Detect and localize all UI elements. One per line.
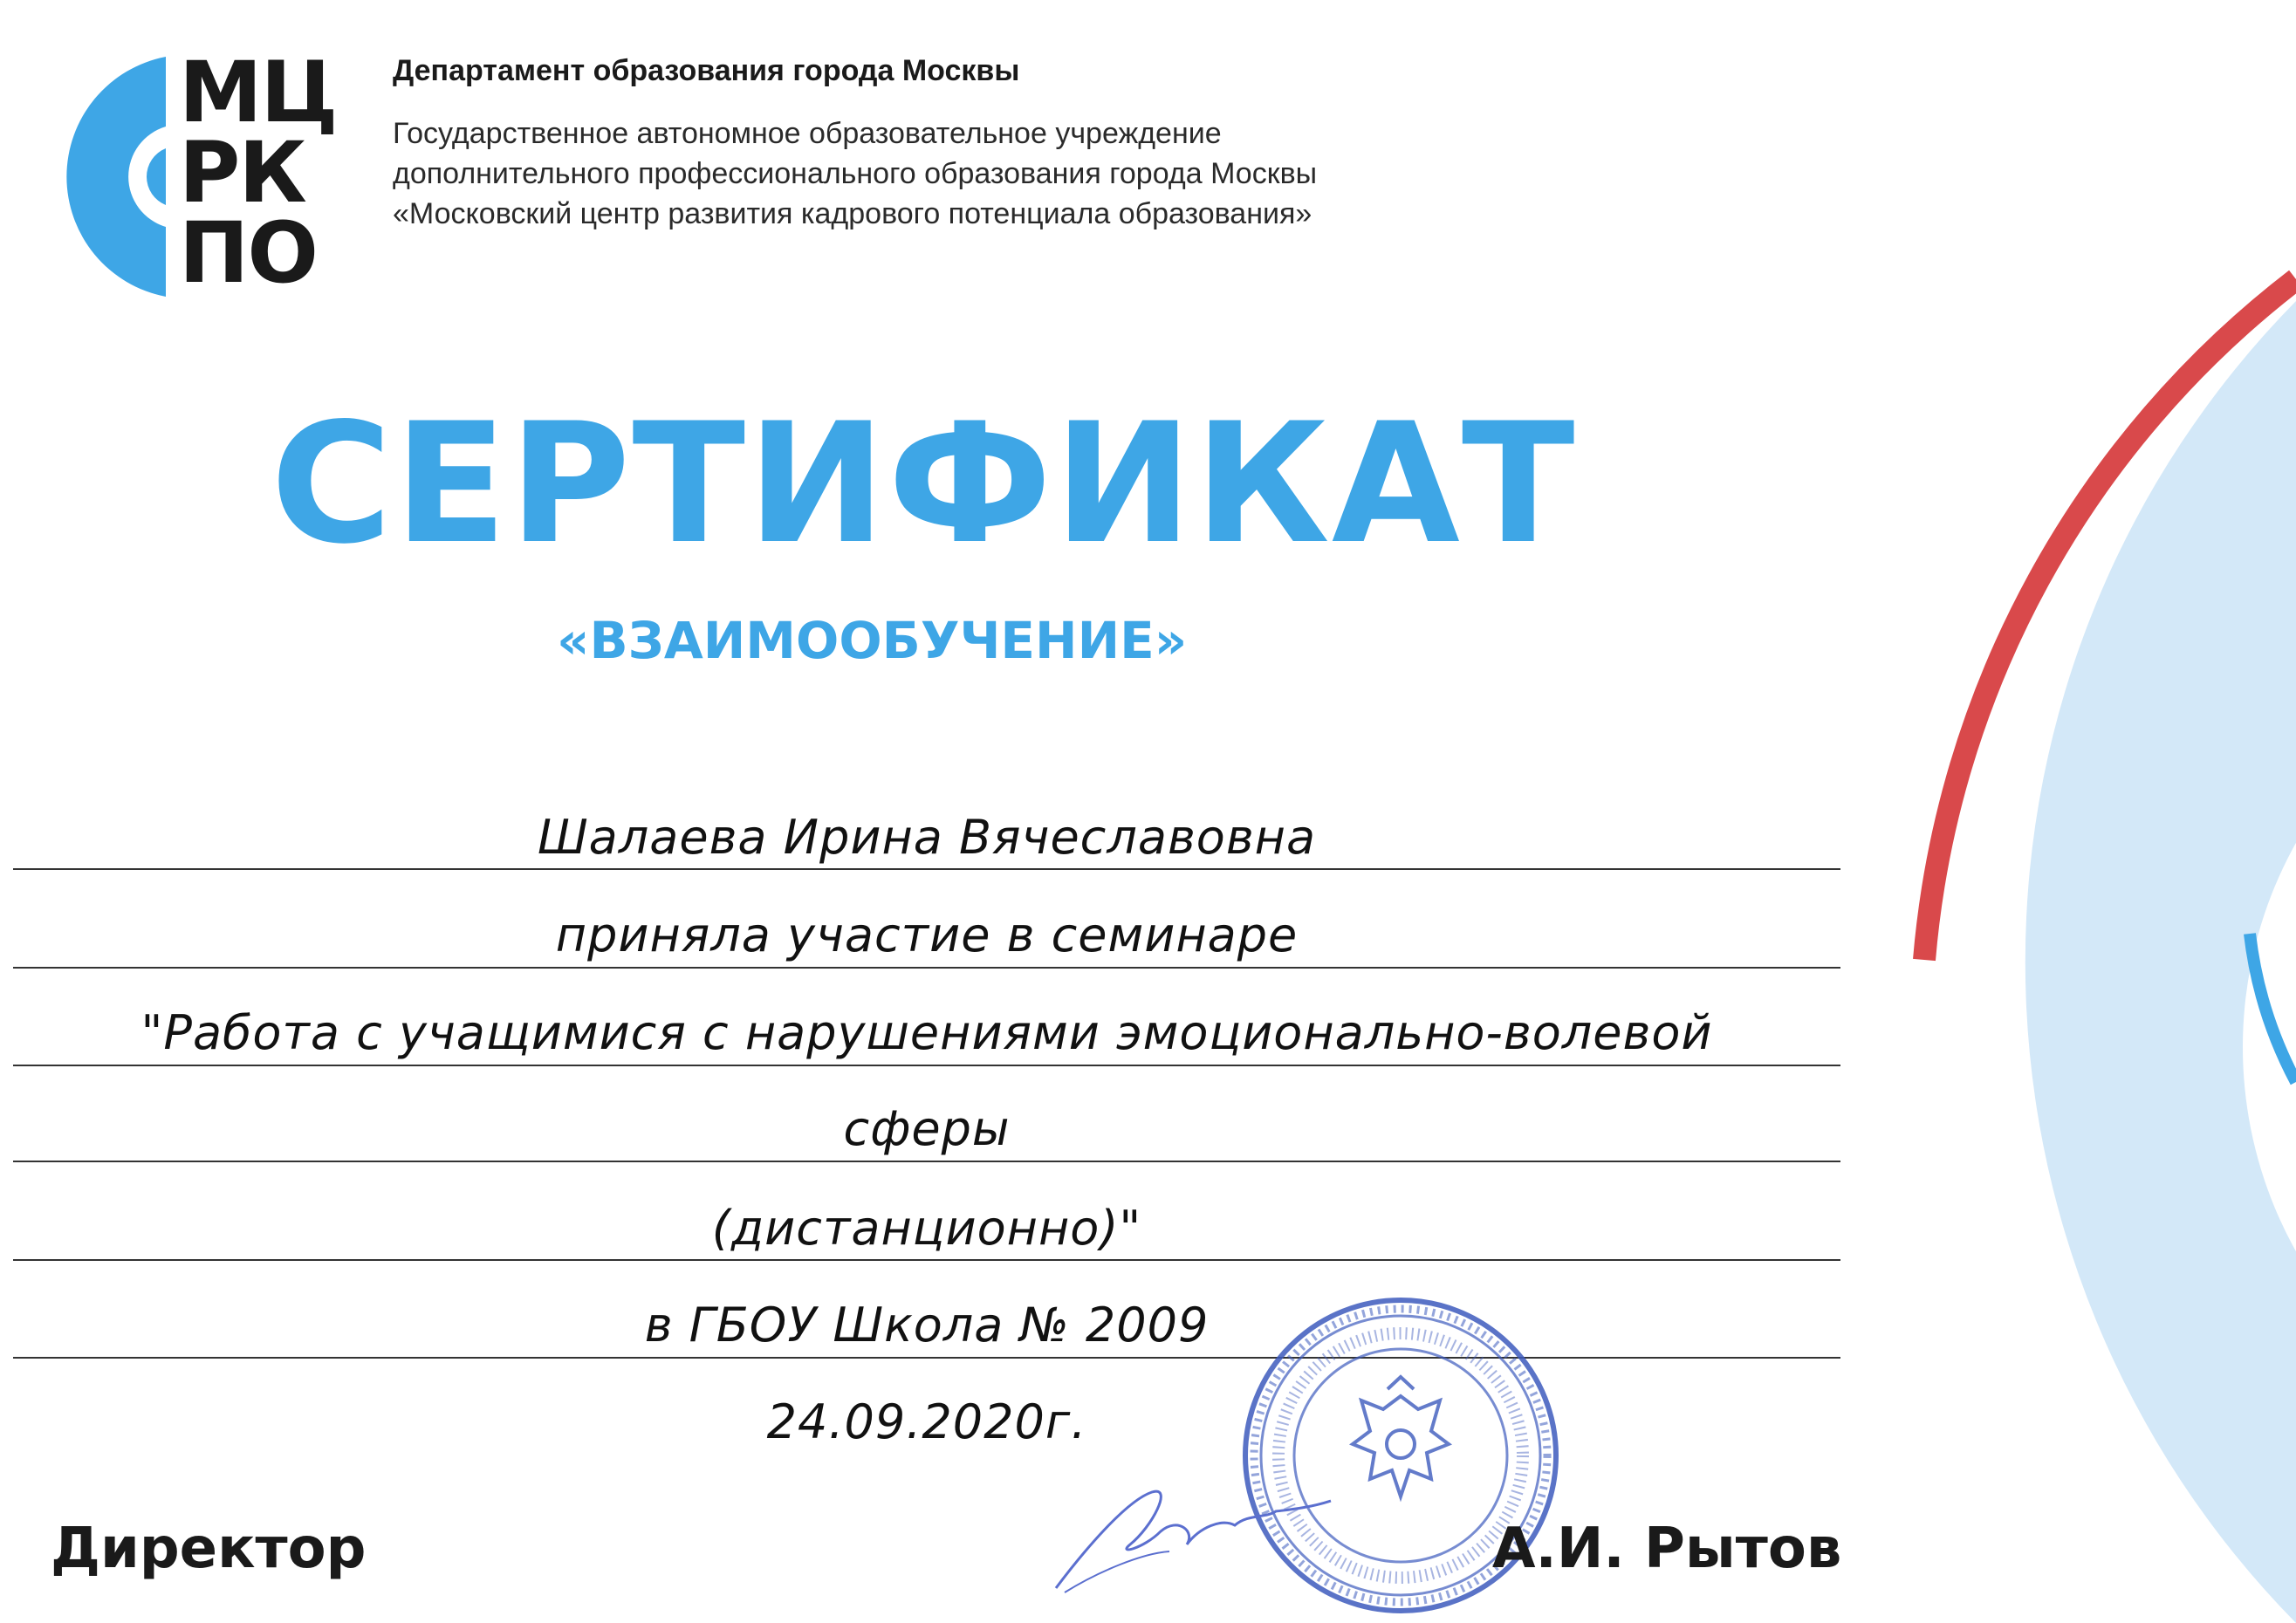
director-title: Директор: [51, 1517, 367, 1581]
inner-white-circle: [2243, 628, 2296, 1466]
institution-line-1: Государственное автономное образовательное учреждение: [393, 117, 1222, 150]
participation-line: приняла участие в семинаре: [555, 907, 1299, 962]
red-arc: [1924, 279, 2296, 960]
blue-inner-arc: [2250, 934, 2296, 1082]
seminar-format-line: (дистанционно)": [711, 1201, 1142, 1256]
logo-line-1: МЦ: [179, 44, 337, 141]
logo-line-2: РК: [179, 124, 305, 222]
institution-line-2: дополнительного профессионального образования города Москвы: [393, 157, 1318, 190]
recipient-name: Шалаева Ирина Вячеславовна: [537, 810, 1317, 865]
director-name: А.И. Рытов: [1492, 1517, 1842, 1581]
venue-line: в ГБОУ Школа № 2009: [644, 1298, 1210, 1352]
seminar-title-line-1: "Работа с учащимися с нарушениями эмоционально-волевой: [141, 1005, 1713, 1060]
underline-rule: [13, 967, 1840, 969]
logo-letters: [179, 44, 371, 302]
certificate-title: СЕРТИФИКАТ: [271, 387, 1577, 580]
underline-rule: [13, 1065, 1840, 1066]
underline-rule: [13, 1259, 1840, 1261]
underline-rule: [13, 1161, 1840, 1162]
department-name: Департамент образования города Москвы: [393, 54, 1020, 87]
eagle-emblem-icon: [1353, 1377, 1449, 1496]
underline-rule: [13, 868, 1840, 870]
seminar-title-line-2: сферы: [843, 1101, 1011, 1156]
mcrkpo-logo: [26, 44, 349, 305]
certificate-subtitle: «ВЗАИМООБУЧЕНИЕ»: [557, 611, 1188, 670]
logo-emblem-icon: [26, 52, 192, 305]
director-signature: [1047, 1448, 1335, 1606]
date-line: 24.09.2020г.: [766, 1394, 1087, 1449]
underline-rule: [13, 1357, 1840, 1359]
institution-line-3: «Московский центр развития кадрового потенциала образования»: [393, 197, 1312, 230]
light-blue-arc: [2025, 301, 2296, 1623]
logo-line-3: ПО: [179, 204, 317, 302]
